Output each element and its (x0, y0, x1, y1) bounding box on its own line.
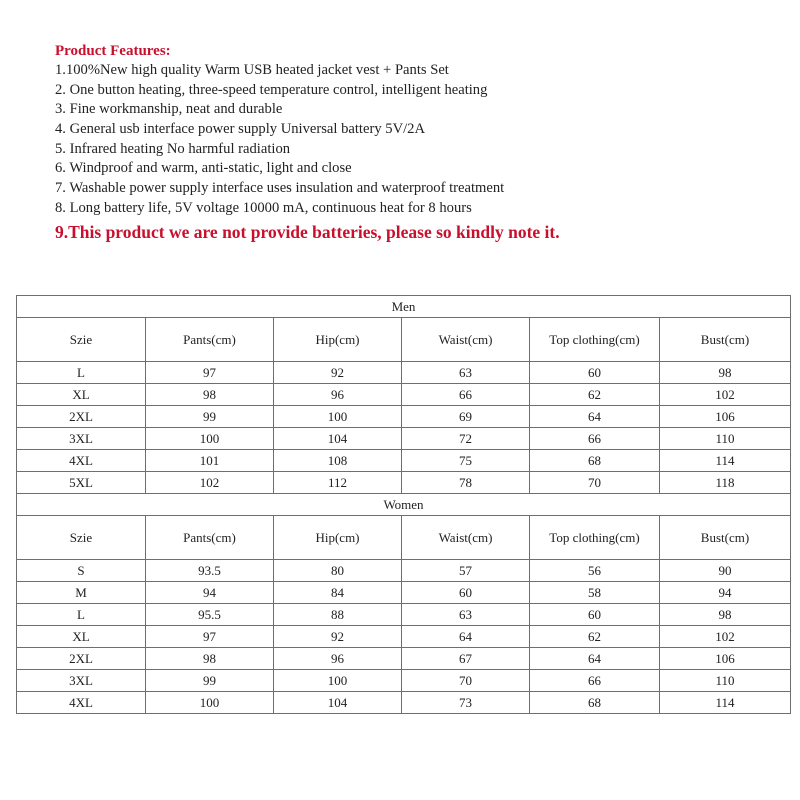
table-row (17, 362, 791, 384)
table-cell: 99 (146, 670, 274, 692)
table-cell: XL (17, 626, 146, 648)
table-cell: 60 (530, 362, 660, 384)
table-cell: 100 (146, 428, 274, 450)
column-header: Szie (17, 318, 146, 362)
features-title: Product Features: (55, 43, 171, 59)
column-header: Top clothing(cm) (530, 516, 660, 560)
table-cell: 62 (530, 626, 660, 648)
column-header: Waist(cm) (402, 318, 530, 362)
column-header: Bust(cm) (660, 516, 791, 560)
table-cell: 100 (274, 670, 402, 692)
column-header: Hip(cm) (274, 318, 402, 362)
column-header: Top clothing(cm) (530, 318, 660, 362)
women-section-title: Women (17, 494, 791, 516)
table-cell: 66 (530, 428, 660, 450)
table-cell: 100 (274, 406, 402, 428)
table-cell: XL (17, 384, 146, 406)
table-cell: 4XL (17, 450, 146, 472)
table-cell: 104 (274, 692, 402, 714)
table-cell: 67 (402, 648, 530, 670)
table-cell: 93.5 (146, 560, 274, 582)
table-cell: 80 (274, 560, 402, 582)
table-cell: 102 (660, 384, 791, 406)
table-row (17, 670, 791, 692)
table-cell: 63 (402, 604, 530, 626)
table-cell: 98 (146, 648, 274, 670)
men-header-row (17, 318, 791, 362)
table-cell: 114 (660, 450, 791, 472)
table-cell: 78 (402, 472, 530, 494)
table-cell: 110 (660, 428, 791, 450)
table-cell: 66 (402, 384, 530, 406)
product-features (55, 41, 775, 245)
table-cell: 2XL (17, 648, 146, 670)
size-chart-body (17, 296, 791, 714)
table-cell: 58 (530, 582, 660, 604)
table-cell: 112 (274, 472, 402, 494)
feature-item: 3. Fine workmanship, neat and durable (55, 101, 283, 118)
women-section-title-row (17, 494, 791, 516)
table-cell: 70 (402, 670, 530, 692)
feature-item: 5. Infrared heating No harmful radiation (55, 140, 291, 157)
column-header: Pants(cm) (146, 516, 274, 560)
table-cell: 108 (274, 450, 402, 472)
feature-item: 2. One button heating, three-speed temperature control, intelligent heating (55, 81, 488, 98)
table-cell: 2XL (17, 406, 146, 428)
table-cell: 57 (402, 560, 530, 582)
table-cell: S (17, 560, 146, 582)
table-row (17, 604, 791, 626)
table-cell: 98 (660, 362, 791, 384)
features-list (55, 61, 775, 219)
table-row (17, 384, 791, 406)
feature-item: 4. General usb interface power supply Universal battery 5V/2A (55, 121, 425, 138)
column-header: Pants(cm) (146, 318, 274, 362)
table-cell: L (17, 362, 146, 384)
table-cell: 3XL (17, 428, 146, 450)
men-section-title-row (17, 296, 791, 318)
column-header: Waist(cm) (402, 516, 530, 560)
table-cell: 102 (660, 626, 791, 648)
table-cell: 68 (530, 692, 660, 714)
table-cell: 96 (274, 648, 402, 670)
table-cell: 64 (402, 626, 530, 648)
table-cell: 68 (530, 450, 660, 472)
table-cell: 60 (402, 582, 530, 604)
table-cell: 97 (146, 626, 274, 648)
table-cell: 102 (146, 472, 274, 494)
table-cell: 90 (660, 560, 791, 582)
men-section-title: Men (17, 296, 791, 318)
table-cell: 95.5 (146, 604, 274, 626)
table-cell: 96 (274, 384, 402, 406)
table-cell: 94 (660, 582, 791, 604)
column-header: Bust(cm) (660, 318, 791, 362)
table-cell: 100 (146, 692, 274, 714)
table-cell: 62 (530, 384, 660, 406)
table-cell: 69 (402, 406, 530, 428)
table-cell: 63 (402, 362, 530, 384)
feature-item: 6. Windproof and warm, anti-static, light and close (55, 160, 352, 177)
table-cell: 118 (660, 472, 791, 494)
table-cell: 66 (530, 670, 660, 692)
table-row (17, 406, 791, 428)
table-cell: 64 (530, 648, 660, 670)
table-cell: 88 (274, 604, 402, 626)
table-cell: L (17, 604, 146, 626)
table-cell: 70 (530, 472, 660, 494)
table-cell: 4XL (17, 692, 146, 714)
feature-item: 1.100%New high quality Warm USB heated jacket vest + Pants Set (55, 62, 449, 78)
table-cell: 110 (660, 670, 791, 692)
table-cell: 75 (402, 450, 530, 472)
table-cell: 104 (274, 428, 402, 450)
table-cell: 84 (274, 582, 402, 604)
table-cell: 94 (146, 582, 274, 604)
table-cell: 92 (274, 362, 402, 384)
table-row (17, 692, 791, 714)
table-cell: 106 (660, 648, 791, 670)
table-cell: 60 (530, 604, 660, 626)
table-row (17, 648, 791, 670)
table-cell: 72 (402, 428, 530, 450)
feature-item: 8. Long battery life, 5V voltage 10000 mA, continuous heat for 8 hours (55, 199, 472, 216)
table-row (17, 472, 791, 494)
table-row (17, 582, 791, 604)
table-cell: 101 (146, 450, 274, 472)
table-cell: M (17, 582, 146, 604)
table-cell: 73 (402, 692, 530, 714)
table-row (17, 626, 791, 648)
size-chart-table (16, 295, 791, 714)
table-cell: 98 (660, 604, 791, 626)
table-cell: 64 (530, 406, 660, 428)
table-row (17, 560, 791, 582)
table-cell: 114 (660, 692, 791, 714)
table-row (17, 428, 791, 450)
table-cell: 106 (660, 406, 791, 428)
table-cell: 5XL (17, 472, 146, 494)
table-cell: 97 (146, 362, 274, 384)
table-row (17, 450, 791, 472)
table-cell: 99 (146, 406, 274, 428)
battery-note: 9.This product we are not provide batteries, please so kindly note it. (55, 221, 560, 242)
column-header: Szie (17, 516, 146, 560)
table-cell: 98 (146, 384, 274, 406)
women-header-row (17, 516, 791, 560)
column-header: Hip(cm) (274, 516, 402, 560)
table-cell: 56 (530, 560, 660, 582)
table-cell: 92 (274, 626, 402, 648)
feature-item: 7. Washable power supply interface uses insulation and waterproof treatment (55, 180, 505, 197)
table-cell: 3XL (17, 670, 146, 692)
